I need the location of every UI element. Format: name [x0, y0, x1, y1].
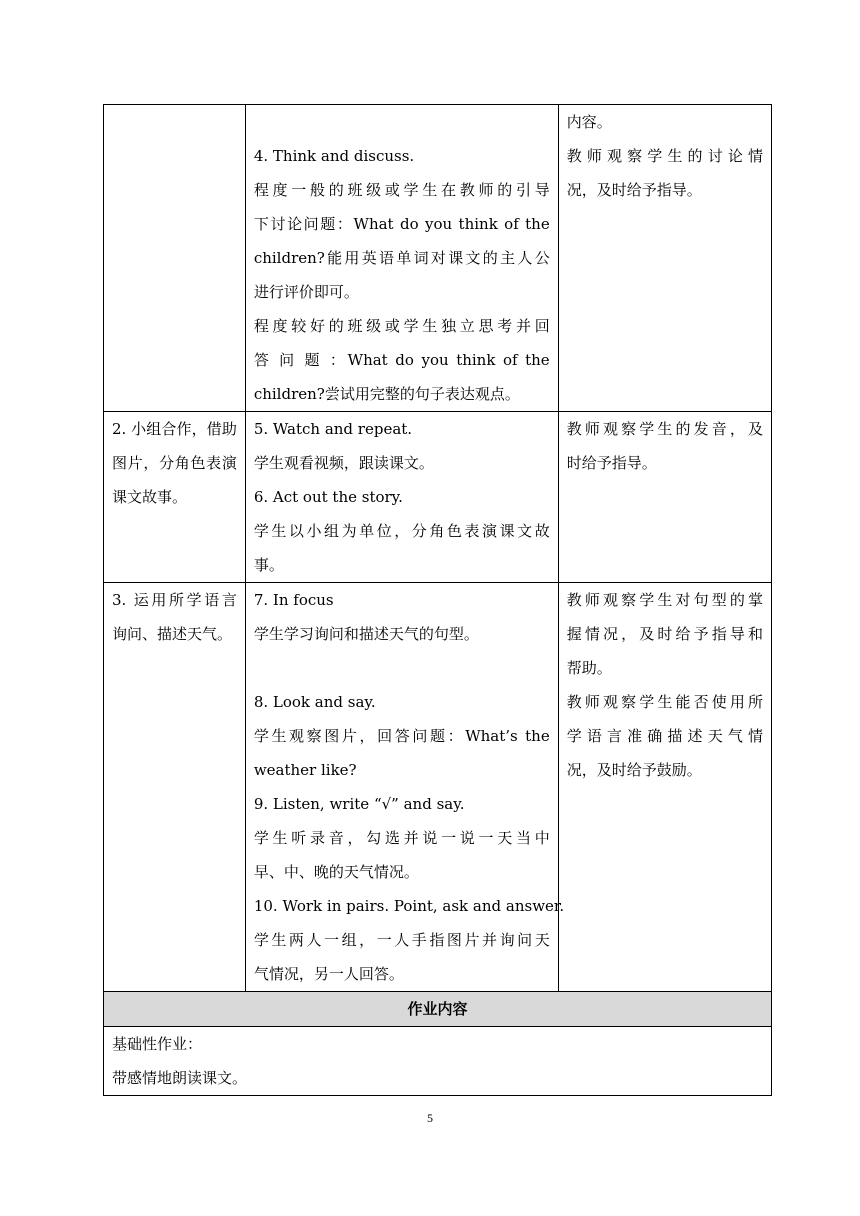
- cell-text-line: 握情况，及时给予指导和: [566, 625, 763, 643]
- cell-text-line: 6. Act out the story.: [253, 488, 403, 506]
- cell-text-line: 7. In focus: [253, 591, 334, 609]
- homework-content-row: [104, 1027, 772, 1096]
- assessment-cell: [558, 105, 771, 412]
- assessment-cell: [558, 583, 771, 992]
- cell-text-line: 学生观看视频，跟读课文。: [253, 454, 434, 472]
- cell-text-line: 4. Think and discuss.: [253, 147, 415, 165]
- cell-text-line: 教师观察学生对句型的掌: [566, 591, 763, 609]
- cell-text-line: 2. 小组合作，借助: [112, 420, 237, 438]
- cell-text-line: weather like?: [253, 761, 357, 779]
- cell-text-line: 学语言准确描述天气情: [566, 727, 763, 745]
- cell-text-line: 课文故事。: [112, 488, 188, 506]
- lesson-table: [103, 104, 772, 1096]
- cell-text-line: 答 问 题 ：What do you think of the: [253, 351, 550, 369]
- homework-header: 作业内容: [104, 992, 772, 1027]
- steps-cell: [245, 105, 558, 412]
- cell-text-line: 教师观察学生的讨论情: [566, 147, 763, 165]
- cell-text-line: 况，及时给予鼓励。: [566, 761, 702, 779]
- cell-text-line: 时给予指导。: [566, 454, 657, 472]
- cell-text-line: 9. Listen, write “√” and say.: [253, 795, 465, 813]
- cell-text-line: 询问、描述天气。: [112, 625, 233, 643]
- cell-text-line: 教师观察学生能否使用所: [566, 693, 763, 711]
- cell-text-line: 3. 运用所学语言: [112, 591, 237, 609]
- cell-text-line: children?能用英语单词对课文的主人公: [253, 249, 550, 267]
- cell-text-line: 10. Work in pairs. Point, ask and answer.: [253, 897, 565, 915]
- blank-line: [254, 105, 550, 139]
- cell-text-line: 进行评价即可。: [253, 283, 359, 301]
- cell-text-line: 事。: [253, 556, 284, 574]
- activity-cell: [104, 583, 246, 992]
- cell-text-line: 学生学习询问和描述天气的句型。: [253, 625, 479, 643]
- table-row: [104, 105, 772, 412]
- cell-text-line: 况，及时给予指导。: [566, 181, 702, 199]
- cell-text-line: 图片，分角色表演: [112, 454, 237, 472]
- assessment-cell: [558, 412, 771, 583]
- cell-text-line: 学生两人一组，一人手指图片并询问天: [253, 931, 550, 949]
- cell-text-line: 程度较好的班级或学生独立思考并回: [253, 317, 550, 335]
- table-row: [104, 412, 772, 583]
- cell-text-line: 早、中、晚的天气情况。: [253, 863, 419, 881]
- steps-cell: [245, 412, 558, 583]
- cell-text-line: 学生听录音，勾选并说一说一天当中: [253, 829, 550, 847]
- blank-line: [254, 651, 550, 685]
- cell-text-line: 学生以小组为单位，分角色表演课文故: [253, 522, 550, 540]
- cell-text-line: 程度一般的班级或学生在教师的引导: [253, 181, 550, 199]
- homework-header-row: [104, 992, 772, 1027]
- homework-text-line: 带感情地朗读课文。: [112, 1069, 248, 1087]
- cell-text-line: 内容。: [566, 113, 612, 131]
- cell-text-line: 8. Look and say.: [253, 693, 376, 711]
- steps-cell: [245, 583, 565, 992]
- cell-text-line: 教师观察学生的发音，及: [566, 420, 763, 438]
- homework-content: [104, 1027, 772, 1096]
- cell-text-line: 学生观察图片，回答问题：What’s the: [253, 727, 550, 745]
- cell-text-line: 气情况，另一人回答。: [253, 965, 404, 983]
- cell-text-line: children?尝试用完整的句子表达观点。: [253, 385, 520, 403]
- table-row: [104, 583, 772, 992]
- cell-text-line: 帮助。: [566, 659, 612, 677]
- page-number: 5: [427, 1111, 433, 1125]
- activity-cell: [104, 412, 246, 583]
- activity-cell: [104, 105, 246, 412]
- homework-text-line: 基础性作业：: [112, 1035, 203, 1053]
- cell-text-line: 下讨论问题：What do you think of the: [253, 215, 550, 233]
- cell-text-line: 5. Watch and repeat.: [253, 420, 413, 438]
